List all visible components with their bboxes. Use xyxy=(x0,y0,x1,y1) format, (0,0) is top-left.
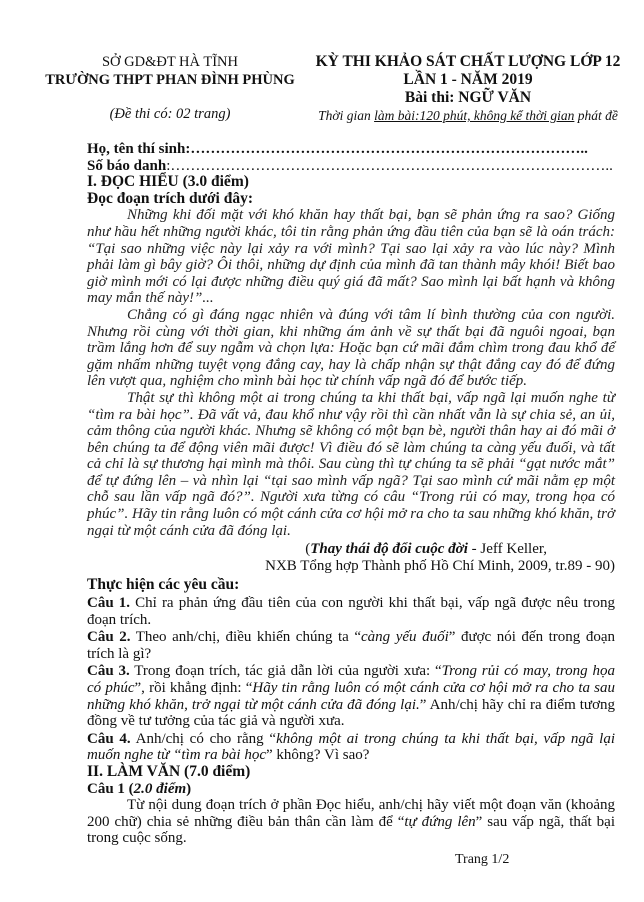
exam-title: KỲ THI KHẢO SÁT CHẤT LƯỢNG LỚP 12 xyxy=(315,53,621,70)
section2-title: II. LÀM VĂN (7.0 điểm) xyxy=(87,762,251,780)
question-text: Anh/chị có cho rằng “ xyxy=(130,730,277,747)
question-1 xyxy=(87,595,615,628)
passage-paragraph-3: Thật sự thì không một ai trong chúng ta khi thất bại, vấp ngã lại muốn nghe từ “tìm ra bài học”. Đã vất vả, đau khổ như vậy rồi thì cần nhất vẫn là sự chia sẻ, an ủi, cảm thông của người khác. Nhưng sẽ không có một bạn bè, người thân hay ai đó mãi ở bên chúng ta để động viên mãi được! Vì điều đó sẽ làm chúng ta càng yếu đuối, và tất cả chỉ là sự thương hại mình mà thôi. Sau cùng thì tự chúng ta sẽ phải “gạt nước mắt” để tự đứng lên – và nhìn lại “tại sao mình vấp ngã? Tại sao mình cứ mãi nằm ẹp một chỗ sau lần vấp ngã đó?”. Người xưa từng có câu “Trong rủi có may, trong họa có phúc”. Hãy tin rằng luôn có một cánh cửa cơ hội mở ra cho ta sau những khó khăn, trở ngại từ một cánh cửa đã đóng lại. xyxy=(87,389,615,539)
exam-time xyxy=(300,107,636,125)
question-quote: càng yếu đuối xyxy=(361,629,449,646)
question-3 xyxy=(87,663,615,729)
question-text: ” không? Vì sao? xyxy=(266,747,370,764)
question-text: Trong đoạn trích, tác giả dẫn lời của người xưa: “ xyxy=(129,663,442,680)
question-4 xyxy=(87,731,615,764)
question-text: ” sau vấp ngã, thất bại trong cuộc sống. xyxy=(87,813,615,847)
question-label: Câu 2. xyxy=(87,629,131,646)
header-left xyxy=(40,53,300,123)
passage-paragraph-2: Chẳng có gì đáng ngạc nhiên và đúng với tâm lí bình thường của con người. Nhưng rồi cùng với thời gian, khi những ám ảnh về sự thất bại đã nguôi ngoai, bạn trầm lắng hơn để suy ngẫm và chọn lựa: Hoặc bạn cứ mãi đắm chìm trong đau khổ để gặm nhấm những tuyệt vọng đắng cay, hay là chấp nhận sự thật đắng cay đó để đứng lên vượt qua, nghiệm cho mình bài học từ chính vấp ngã đó để bước tiếp. xyxy=(87,306,615,390)
writing-question-1-text xyxy=(87,797,615,847)
time-suffix: phát đề xyxy=(574,108,618,123)
source-open: ( xyxy=(305,541,311,558)
question-label: Câu 3. xyxy=(87,663,130,680)
candidate-name-field: Họ, tên thí sinh:…………………………………………………………………….. xyxy=(87,141,588,157)
candidate-id-dots: :…………………………………………………………………………….. xyxy=(166,157,613,174)
candidate-id-label: Số báo danh xyxy=(87,157,167,174)
question-label: Câu 1 ( xyxy=(87,780,134,797)
exam-body xyxy=(87,141,615,847)
source-title: Thay thái độ đổi cuộc đời xyxy=(310,541,468,558)
question-label: Câu 1. xyxy=(87,595,131,612)
question-quote: Trong rủi có may, trong họa có phúc xyxy=(87,663,615,696)
question-text: ” được nói đến trong đoạn trích là gì? xyxy=(87,629,615,662)
question-text: ”, rồi khẳng định: “ xyxy=(134,680,253,696)
school-name: TRƯỜNG THPT PHAN ĐÌNH PHÙNG xyxy=(45,72,295,88)
question-quote: không một ai trong chúng ta khi thất bại, vấp ngã lại muốn nghe từ “tìm ra bài học xyxy=(87,730,616,764)
source-author: - Jeff Keller, xyxy=(467,541,547,558)
question-label: Câu 4. xyxy=(87,730,131,747)
question-2 xyxy=(87,629,615,662)
exam-round: LẦN 1 - NĂM 2019 xyxy=(403,71,533,88)
time-underlined: làm bài:120 phút, không kể thời gian xyxy=(374,108,575,123)
passage-paragraph-1: Những khi đối mặt với khó khăn hay thất bại, bạn sẽ phản ứng ra sao? Giống như hầu hết những người khác, tôi tin rằng phản ứng đầu tiên của bạn sẽ là oán trách: “Tại sao những việc này lại xảy ra với mình? Tại sao lại xảy ra vào lúc này? Mình phải làm gì bây giờ? Ôi thôi, những dự định của mình đã tan thành mây khói! Biết bao giờ mình mới có lại được những điều quý giá đã mất? Sao mình lại bất hạnh và không may mắn thế này!”... xyxy=(87,207,615,307)
section1-title: I. ĐỌC HIỂU (3.0 điểm) xyxy=(87,173,249,191)
question-close: ) xyxy=(186,780,192,797)
question-quote: Hãy tin rằng luôn có một cánh cửa cơ hội mở ra cho ta sau những khó khăn, trở ngại từ một cánh cửa đã đóng lại. xyxy=(87,680,615,713)
department-name: SỞ GD&ĐT HÀ TĨNH xyxy=(101,54,238,70)
writing-question-1-heading xyxy=(87,781,615,798)
page-number: Trang 1/2 xyxy=(455,852,510,867)
question-points: 2.0 điểm xyxy=(133,780,187,797)
tasks-title: Thực hiện các yêu cầu: xyxy=(87,576,240,594)
source-publisher: NXB Tổng hợp Thành phố Hồ Chí Minh, 2009, tr.89 - 90) xyxy=(265,557,615,574)
question-text: Chỉ ra phản ứng đầu tiên của con người khi thất bại, vấp ngã được nêu trong đoạn trích. xyxy=(87,595,615,628)
candidate-id-field xyxy=(87,158,615,175)
header-right xyxy=(300,53,636,125)
time-prefix: Thời gian xyxy=(318,108,375,123)
reading-instruction: Đọc đoạn trích dưới đây: xyxy=(87,189,254,207)
pages-note: (Đề thi có: 02 trang) xyxy=(109,106,231,122)
question-text: Theo anh/chị, điều khiến chúng ta “ xyxy=(130,629,362,646)
question-text: ” Anh/chị hãy chỉ ra điểm tương đồng về tư tưởng của tác giả và người xưa. xyxy=(87,696,615,730)
exam-subject: Bài thi: NGỮ VĂN xyxy=(404,89,532,106)
question-text: Từ nội dung đoạn trích ở phần Đọc hiểu, anh/chị hãy viết một đoạn văn (khoảng 200 chữ) chia sẻ những điều bản thân cần làm để “ xyxy=(87,797,615,830)
passage-source xyxy=(87,541,615,574)
question-quote: tự đứng lên xyxy=(404,813,476,830)
